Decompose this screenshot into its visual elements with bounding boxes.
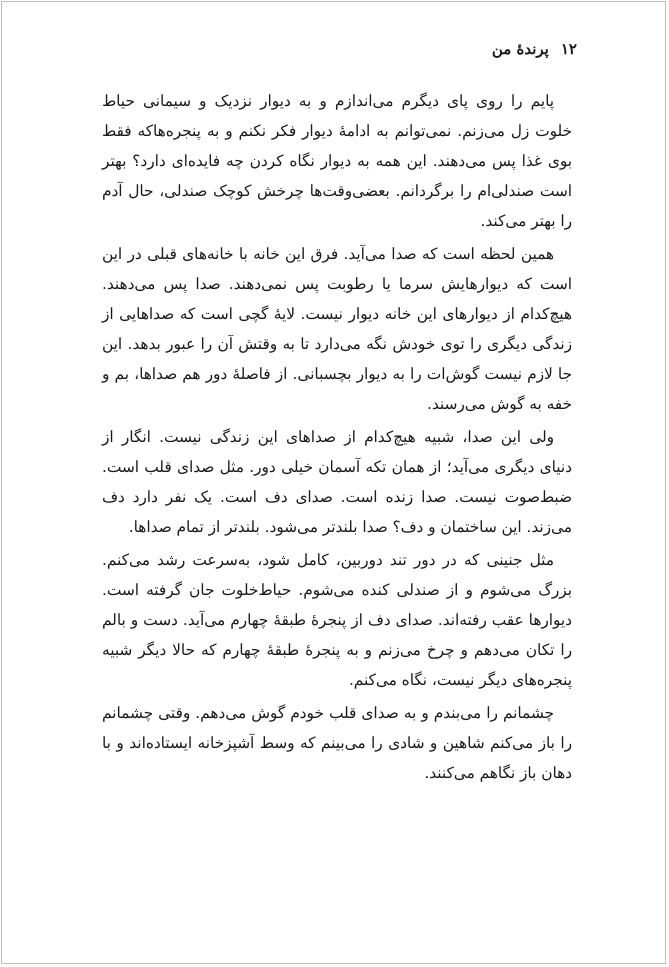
paragraph: پایم را روی پای دیگرم می‌اندازم و به دیوار نزدیک و سیمانی حیاط خلوت زل می‌زنم. نمی‌توانم به ادامهٔ دیوار فکر نکنم و به پنجره‌هاکه فقط بوی غذا پس می‌دهند. این همه به دیوار نگاه کردن چه فایده‌ای دارد؟ بهتر است صندلی‌ام را برگردانم. بعضی‌وقت‌ها چرخش کوچک صندلی، حال آدم را بهتر می‌کند. xyxy=(102,92,572,230)
paragraph: همین لحظه است که صدا می‌آید. فرق این خانه با خانه‌های قبلی در این است که دیوارهایش سرما یا رطوبت پس نمی‌دهند. صدا پس می‌دهند. هیچ‌کدام از دیوارهای این خانه دیوار نیست. لایهٔ گچی است که صداهایی از زندگی دیگری را توی خودش نگه می‌دارد تا به وقتش آن را عبور بدهد. این جا لازم نیست گوش‌ات را به دیوار بچسبانی. از فاصلهٔ دور هم صداها، بم و خفه به گوش می‌رسند. xyxy=(102,245,572,413)
paragraph: ولی این صدا، شبیه هیچ‌کدام از صداهای این زندگی نیست. انگار از دنیای دیگری می‌آید؛ از همان تکه آسمان خیلی دور. مثل صدای قلب است. ضبط‌صوت نیست. صدا زنده است. صدای دف است. یک نفر دارد دف می‌زند. این ساختمان و دف؟ صدا بلندتر می‌شود. بلندتر از تمام صداها. xyxy=(102,428,572,536)
body-text xyxy=(102,86,572,791)
page-number: ۱۲ xyxy=(560,40,577,58)
paragraph: مثل جنینی که در دور تند دوربین، کامل شود، به‌سرعت رشد می‌کنم. بزرگ می‌شوم و از صندلی کنده می‌شوم. حیاط‌خلوت جان گرفته است. دیوارها عقب رفته‌اند. صدای دف از پنجرهٔ طبقهٔ چهارم می‌آید. دست و بالم را تکان می‌دهم و چرخ می‌زنم و به پنجرهٔ طبقهٔ چهارم که حالا دیگر شبیه پنجره‌های دیگر نیست، نگاه می‌کنم. xyxy=(102,551,572,689)
paragraph: چشمانم را می‌بندم و به صدای قلب خودم گوش می‌دهم. وقتی چشمانم را باز می‌کنم شاهین و شادی را می‌بینم که وسط آشپزخانه ایستاده‌اند و با دهان باز نگاهم می‌کنند. xyxy=(102,704,572,782)
running-head xyxy=(492,40,577,58)
book-title: پرندهٔ من xyxy=(491,40,549,58)
